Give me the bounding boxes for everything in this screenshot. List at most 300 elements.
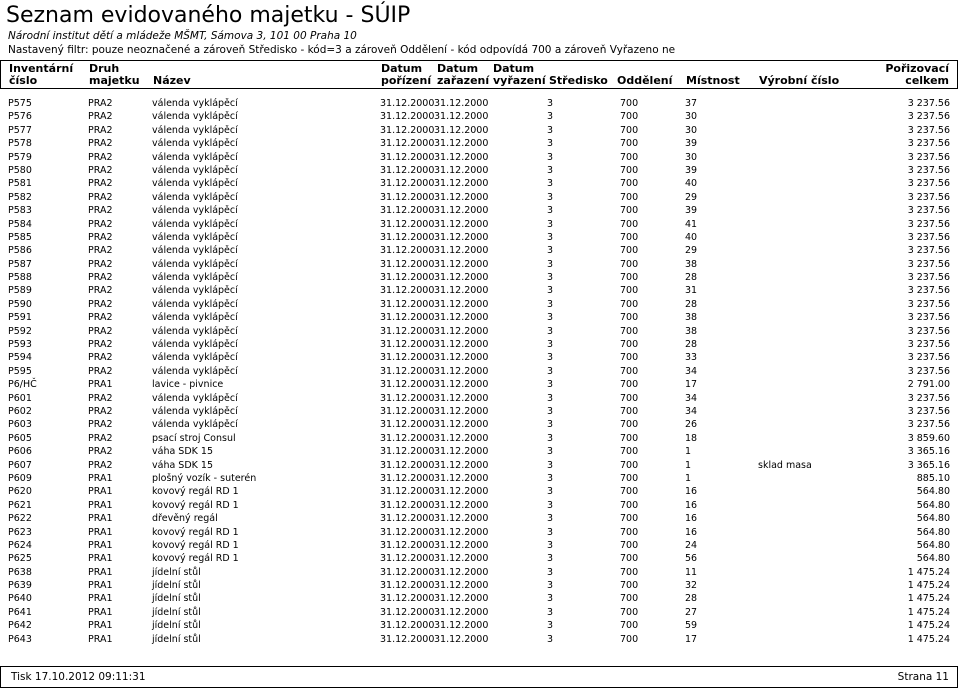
cell-inventory-number: P607 bbox=[8, 459, 32, 471]
cell-cost-center: 3 bbox=[547, 446, 554, 458]
cell-room: 30 bbox=[685, 111, 698, 123]
cell-date-acquired: 31.12.2000 bbox=[380, 231, 435, 243]
table-row bbox=[0, 244, 960, 257]
cell-department: 700 bbox=[620, 419, 639, 431]
cell-department: 700 bbox=[620, 164, 639, 176]
cell-total-cost: 3 237.56 bbox=[907, 352, 950, 364]
table-row bbox=[0, 579, 960, 592]
cell-department: 700 bbox=[620, 285, 639, 297]
cell-room: 38 bbox=[685, 258, 698, 270]
table-row bbox=[0, 164, 960, 177]
cell-cost-center: 3 bbox=[547, 472, 554, 484]
cell-total-cost: 3 237.56 bbox=[907, 205, 950, 217]
cell-total-cost: 564.80 bbox=[916, 539, 950, 551]
cell-date-acquired: 31.12.2000 bbox=[380, 392, 435, 404]
table-row bbox=[0, 619, 960, 632]
cell-date-classified: 31.12.2000 bbox=[434, 580, 489, 592]
cell-room: 39 bbox=[685, 164, 698, 176]
cell-room: 1 bbox=[685, 446, 692, 458]
cell-department: 700 bbox=[620, 580, 639, 592]
table-row bbox=[0, 566, 960, 579]
cell-serial-number: sklad masa bbox=[758, 459, 812, 471]
cell-department: 700 bbox=[620, 272, 639, 284]
cell-inventory-number: P640 bbox=[8, 593, 32, 605]
cell-asset-type: PRA2 bbox=[88, 459, 113, 471]
cell-asset-type: PRA2 bbox=[88, 151, 113, 163]
cell-inventory-number: P591 bbox=[8, 312, 32, 324]
cell-department: 700 bbox=[620, 593, 639, 605]
cell-name: válenda vyklápěcí bbox=[152, 298, 238, 310]
cell-total-cost: 3 237.56 bbox=[907, 405, 950, 417]
cell-inventory-number: P593 bbox=[8, 339, 32, 351]
cell-total-cost: 3 237.56 bbox=[907, 191, 950, 203]
cell-date-acquired: 31.12.2000 bbox=[380, 178, 435, 190]
table-row bbox=[0, 499, 960, 512]
cell-cost-center: 3 bbox=[547, 539, 554, 551]
table-row bbox=[0, 606, 960, 619]
cell-cost-center: 3 bbox=[547, 191, 554, 203]
cell-room: 26 bbox=[685, 419, 698, 431]
cell-date-classified: 31.12.2000 bbox=[434, 352, 489, 364]
cell-date-classified: 31.12.2000 bbox=[434, 633, 489, 645]
cell-name: válenda vyklápěcí bbox=[152, 231, 238, 243]
cell-date-acquired: 31.12.2000 bbox=[380, 205, 435, 217]
cell-total-cost: 3 237.56 bbox=[907, 124, 950, 136]
cell-inventory-number: P595 bbox=[8, 365, 32, 377]
cell-room: 16 bbox=[685, 486, 698, 498]
cell-date-acquired: 31.12.2000 bbox=[380, 432, 435, 444]
cell-name: jídelní stůl bbox=[152, 580, 201, 592]
cell-asset-type: PRA2 bbox=[88, 352, 113, 364]
cell-date-acquired: 31.12.2000 bbox=[380, 164, 435, 176]
cell-asset-type: PRA2 bbox=[88, 98, 113, 109]
table-row bbox=[0, 258, 960, 271]
cell-date-acquired: 31.12.2000 bbox=[380, 218, 435, 230]
cell-department: 700 bbox=[620, 98, 639, 109]
institution-subtitle: Národní institut dětí a mládeže MŠMT, Sámova 3, 101 00 Praha 10 bbox=[8, 30, 357, 42]
table-row bbox=[0, 378, 960, 391]
cell-total-cost: 564.80 bbox=[916, 553, 950, 565]
cell-date-acquired: 31.12.2000 bbox=[380, 272, 435, 284]
cell-department: 700 bbox=[620, 606, 639, 618]
cell-name: válenda vyklápěcí bbox=[152, 325, 238, 337]
cell-cost-center: 3 bbox=[547, 325, 554, 337]
cell-cost-center: 3 bbox=[547, 379, 554, 391]
cell-department: 700 bbox=[620, 566, 639, 578]
cell-room: 39 bbox=[685, 205, 698, 217]
cell-total-cost: 3 237.56 bbox=[907, 339, 950, 351]
cell-total-cost: 3 365.16 bbox=[907, 459, 950, 471]
cell-department: 700 bbox=[620, 405, 639, 417]
cell-inventory-number: P594 bbox=[8, 352, 32, 364]
cell-name: válenda vyklápěcí bbox=[152, 405, 238, 417]
cell-room: 30 bbox=[685, 151, 698, 163]
cell-inventory-number: P587 bbox=[8, 258, 32, 270]
cell-room: 40 bbox=[685, 231, 698, 243]
cell-total-cost: 885.10 bbox=[916, 472, 950, 484]
cell-room: 30 bbox=[685, 124, 698, 136]
cell-asset-type: PRA2 bbox=[88, 191, 113, 203]
cell-total-cost: 3 237.56 bbox=[907, 151, 950, 163]
cell-date-classified: 31.12.2000 bbox=[434, 218, 489, 230]
cell-room: 17 bbox=[685, 633, 698, 645]
cell-inventory-number: P582 bbox=[8, 191, 32, 203]
cell-total-cost: 3 237.56 bbox=[907, 111, 950, 123]
cell-cost-center: 3 bbox=[547, 513, 554, 525]
cell-cost-center: 3 bbox=[547, 392, 554, 404]
cell-asset-type: PRA2 bbox=[88, 405, 113, 417]
page-title: Seznam evidovaného majetku - SÚIP bbox=[6, 3, 411, 28]
cell-asset-type: PRA1 bbox=[88, 580, 113, 592]
cell-date-classified: 31.12.2000 bbox=[434, 124, 489, 136]
cell-asset-type: PRA1 bbox=[88, 633, 113, 645]
cell-room: 28 bbox=[685, 298, 698, 310]
cell-inventory-number: P605 bbox=[8, 432, 32, 444]
cell-department: 700 bbox=[620, 205, 639, 217]
table-header bbox=[0, 60, 958, 89]
cell-total-cost: 3 365.16 bbox=[907, 446, 950, 458]
cell-asset-type: PRA1 bbox=[88, 379, 113, 391]
table-row bbox=[0, 365, 960, 378]
cell-asset-type: PRA2 bbox=[88, 419, 113, 431]
cell-name: válenda vyklápěcí bbox=[152, 245, 238, 257]
cell-inventory-number: P639 bbox=[8, 580, 32, 592]
cell-room: 34 bbox=[685, 365, 698, 377]
cell-asset-type: PRA1 bbox=[88, 499, 113, 511]
cell-cost-center: 3 bbox=[547, 111, 554, 123]
cell-room: 38 bbox=[685, 325, 698, 337]
cell-date-classified: 31.12.2000 bbox=[434, 419, 489, 431]
cell-asset-type: PRA2 bbox=[88, 432, 113, 444]
header-inventory-number: Inventární číslo bbox=[9, 62, 74, 87]
cell-date-classified: 31.12.2000 bbox=[434, 178, 489, 190]
cell-name: válenda vyklápěcí bbox=[152, 392, 238, 404]
cell-department: 700 bbox=[620, 513, 639, 525]
print-timestamp: Tisk 17.10.2012 09:11:31 bbox=[11, 671, 146, 683]
cell-cost-center: 3 bbox=[547, 231, 554, 243]
cell-name: válenda vyklápěcí bbox=[152, 138, 238, 150]
table-row bbox=[0, 539, 960, 552]
cell-date-classified: 31.12.2000 bbox=[434, 499, 489, 511]
cell-name: válenda vyklápěcí bbox=[152, 419, 238, 431]
cell-total-cost: 1 475.24 bbox=[907, 580, 950, 592]
cell-cost-center: 3 bbox=[547, 339, 554, 351]
cell-total-cost: 1 475.24 bbox=[907, 633, 950, 645]
cell-date-classified: 31.12.2000 bbox=[434, 365, 489, 377]
cell-date-acquired: 31.12.2000 bbox=[380, 606, 435, 618]
cell-department: 700 bbox=[620, 245, 639, 257]
cell-asset-type: PRA1 bbox=[88, 526, 113, 538]
table-row bbox=[0, 351, 960, 364]
cell-total-cost: 3 859.60 bbox=[907, 432, 950, 444]
cell-name: válenda vyklápěcí bbox=[152, 352, 238, 364]
cell-cost-center: 3 bbox=[547, 205, 554, 217]
cell-asset-type: PRA2 bbox=[88, 231, 113, 243]
cell-date-classified: 31.12.2000 bbox=[434, 459, 489, 471]
header-name: Název bbox=[153, 74, 191, 87]
table-row bbox=[0, 311, 960, 324]
cell-inventory-number: P6/HČ bbox=[8, 379, 37, 391]
table-row bbox=[0, 526, 960, 539]
header-room: Místnost bbox=[686, 74, 740, 87]
header-date-classified: Datum zařazení bbox=[437, 62, 490, 87]
cell-date-classified: 31.12.2000 bbox=[434, 379, 489, 391]
cell-total-cost: 564.80 bbox=[916, 526, 950, 538]
cell-date-acquired: 31.12.2000 bbox=[380, 312, 435, 324]
cell-inventory-number: P603 bbox=[8, 419, 32, 431]
cell-total-cost: 3 237.56 bbox=[907, 218, 950, 230]
cell-cost-center: 3 bbox=[547, 606, 554, 618]
cell-name: plošný vozík - suterén bbox=[152, 472, 257, 484]
cell-inventory-number: P625 bbox=[8, 553, 32, 565]
cell-total-cost: 3 237.56 bbox=[907, 392, 950, 404]
cell-inventory-number: P575 bbox=[8, 98, 32, 109]
cell-total-cost: 3 237.56 bbox=[907, 325, 950, 337]
cell-department: 700 bbox=[620, 339, 639, 351]
cell-total-cost: 1 475.24 bbox=[907, 566, 950, 578]
cell-room: 11 bbox=[685, 566, 698, 578]
table-row bbox=[0, 418, 960, 431]
cell-inventory-number: P602 bbox=[8, 405, 32, 417]
cell-inventory-number: P606 bbox=[8, 446, 32, 458]
cell-date-acquired: 31.12.2000 bbox=[380, 245, 435, 257]
cell-cost-center: 3 bbox=[547, 486, 554, 498]
cell-date-classified: 31.12.2000 bbox=[434, 593, 489, 605]
cell-name: válenda vyklápěcí bbox=[152, 178, 238, 190]
cell-date-acquired: 31.12.2000 bbox=[380, 124, 435, 136]
cell-cost-center: 3 bbox=[547, 419, 554, 431]
cell-asset-type: PRA2 bbox=[88, 365, 113, 377]
cell-department: 700 bbox=[620, 191, 639, 203]
table-row bbox=[0, 633, 960, 646]
cell-department: 700 bbox=[620, 392, 639, 404]
cell-date-classified: 31.12.2000 bbox=[434, 553, 489, 565]
cell-asset-type: PRA2 bbox=[88, 205, 113, 217]
cell-name: válenda vyklápěcí bbox=[152, 312, 238, 324]
cell-date-classified: 31.12.2000 bbox=[434, 298, 489, 310]
cell-inventory-number: P642 bbox=[8, 620, 32, 632]
table-row bbox=[0, 459, 960, 472]
cell-date-acquired: 31.12.2000 bbox=[380, 486, 435, 498]
cell-date-classified: 31.12.2000 bbox=[434, 325, 489, 337]
cell-room: 34 bbox=[685, 392, 698, 404]
cell-room: 39 bbox=[685, 138, 698, 150]
cell-date-acquired: 31.12.2000 bbox=[380, 405, 435, 417]
cell-date-classified: 31.12.2000 bbox=[434, 620, 489, 632]
cell-date-classified: 31.12.2000 bbox=[434, 138, 489, 150]
cell-date-classified: 31.12.2000 bbox=[434, 312, 489, 324]
cell-date-acquired: 31.12.2000 bbox=[380, 446, 435, 458]
cell-date-acquired: 31.12.2000 bbox=[380, 339, 435, 351]
cell-date-acquired: 31.12.2000 bbox=[380, 553, 435, 565]
cell-asset-type: PRA1 bbox=[88, 513, 113, 525]
cell-name: válenda vyklápěcí bbox=[152, 164, 238, 176]
cell-room: 31 bbox=[685, 285, 698, 297]
cell-total-cost: 564.80 bbox=[916, 513, 950, 525]
page-footer bbox=[0, 666, 958, 688]
cell-department: 700 bbox=[620, 633, 639, 645]
table-row bbox=[0, 472, 960, 485]
cell-total-cost: 3 237.56 bbox=[907, 285, 950, 297]
header-total-cost: Pořizovací celkem bbox=[885, 62, 949, 87]
cell-name: váha SDK 15 bbox=[152, 446, 213, 458]
cell-cost-center: 3 bbox=[547, 298, 554, 310]
table-row bbox=[0, 284, 960, 297]
cell-cost-center: 3 bbox=[547, 138, 554, 150]
table-row bbox=[0, 512, 960, 525]
cell-inventory-number: P588 bbox=[8, 272, 32, 284]
cell-inventory-number: P584 bbox=[8, 218, 32, 230]
cell-room: 24 bbox=[685, 539, 698, 551]
cell-inventory-number: P622 bbox=[8, 513, 32, 525]
table-row bbox=[0, 191, 960, 204]
table-row bbox=[0, 392, 960, 405]
cell-department: 700 bbox=[620, 124, 639, 136]
header-department: Oddělení bbox=[617, 74, 673, 87]
table-row bbox=[0, 325, 960, 338]
cell-room: 29 bbox=[685, 191, 698, 203]
cell-name: kovový regál RD 1 bbox=[152, 486, 239, 498]
table-row bbox=[0, 97, 960, 110]
cell-inventory-number: P579 bbox=[8, 151, 32, 163]
cell-date-classified: 31.12.2000 bbox=[434, 164, 489, 176]
cell-date-acquired: 31.12.2000 bbox=[380, 419, 435, 431]
cell-asset-type: PRA1 bbox=[88, 566, 113, 578]
cell-name: jídelní stůl bbox=[152, 566, 201, 578]
cell-asset-type: PRA1 bbox=[88, 539, 113, 551]
cell-inventory-number: P576 bbox=[8, 111, 32, 123]
cell-asset-type: PRA1 bbox=[88, 620, 113, 632]
cell-cost-center: 3 bbox=[547, 218, 554, 230]
cell-total-cost: 1 475.24 bbox=[907, 593, 950, 605]
cell-total-cost: 3 237.56 bbox=[907, 231, 950, 243]
cell-date-acquired: 31.12.2000 bbox=[380, 526, 435, 538]
cell-name: jídelní stůl bbox=[152, 633, 201, 645]
cell-date-classified: 31.12.2000 bbox=[434, 606, 489, 618]
cell-date-acquired: 31.12.2000 bbox=[380, 151, 435, 163]
cell-total-cost: 3 237.56 bbox=[907, 98, 950, 109]
cell-total-cost: 3 237.56 bbox=[907, 298, 950, 310]
header-serial-number: Výrobní číslo bbox=[759, 74, 840, 87]
cell-date-classified: 31.12.2000 bbox=[434, 392, 489, 404]
cell-room: 1 bbox=[685, 459, 692, 471]
cell-cost-center: 3 bbox=[547, 285, 554, 297]
cell-cost-center: 3 bbox=[547, 245, 554, 257]
cell-inventory-number: P589 bbox=[8, 285, 32, 297]
cell-department: 700 bbox=[620, 379, 639, 391]
cell-room: 27 bbox=[685, 606, 698, 618]
cell-room: 17 bbox=[685, 379, 698, 391]
header-cost-center: Středisko bbox=[549, 74, 608, 87]
cell-date-acquired: 31.12.2000 bbox=[380, 593, 435, 605]
cell-room: 28 bbox=[685, 593, 698, 605]
cell-total-cost: 3 237.56 bbox=[907, 245, 950, 257]
table-row bbox=[0, 177, 960, 190]
cell-cost-center: 3 bbox=[547, 151, 554, 163]
cell-date-acquired: 31.12.2000 bbox=[380, 459, 435, 471]
cell-department: 700 bbox=[620, 111, 639, 123]
cell-room: 16 bbox=[685, 499, 698, 511]
table-row bbox=[0, 231, 960, 244]
cell-room: 38 bbox=[685, 312, 698, 324]
table-row bbox=[0, 552, 960, 565]
cell-name: psací stroj Consul bbox=[152, 432, 236, 444]
cell-cost-center: 3 bbox=[547, 272, 554, 284]
cell-date-acquired: 31.12.2000 bbox=[380, 352, 435, 364]
cell-department: 700 bbox=[620, 539, 639, 551]
cell-room: 32 bbox=[685, 580, 698, 592]
cell-date-acquired: 31.12.2000 bbox=[380, 580, 435, 592]
cell-date-classified: 31.12.2000 bbox=[434, 285, 489, 297]
cell-date-acquired: 31.12.2000 bbox=[380, 325, 435, 337]
cell-date-classified: 31.12.2000 bbox=[434, 258, 489, 270]
cell-cost-center: 3 bbox=[547, 593, 554, 605]
cell-cost-center: 3 bbox=[547, 432, 554, 444]
cell-asset-type: PRA1 bbox=[88, 606, 113, 618]
cell-department: 700 bbox=[620, 298, 639, 310]
cell-department: 700 bbox=[620, 312, 639, 324]
table-row bbox=[0, 110, 960, 123]
cell-date-acquired: 31.12.2000 bbox=[380, 513, 435, 525]
cell-total-cost: 3 237.56 bbox=[907, 138, 950, 150]
cell-department: 700 bbox=[620, 459, 639, 471]
cell-asset-type: PRA1 bbox=[88, 553, 113, 565]
cell-date-classified: 31.12.2000 bbox=[434, 339, 489, 351]
cell-date-classified: 31.12.2000 bbox=[434, 205, 489, 217]
filter-description: Nastavený filtr: pouze neoznačené a zároveň Středisko - kód=3 a zároveň Oddělení - kód odpovídá 700 a zároveň Vyřazeno ne bbox=[8, 44, 676, 56]
cell-inventory-number: P580 bbox=[8, 164, 32, 176]
cell-inventory-number: P583 bbox=[8, 205, 32, 217]
cell-total-cost: 2 791.00 bbox=[907, 379, 950, 391]
cell-date-classified: 31.12.2000 bbox=[434, 405, 489, 417]
cell-date-acquired: 31.12.2000 bbox=[380, 620, 435, 632]
cell-date-classified: 31.12.2000 bbox=[434, 432, 489, 444]
cell-inventory-number: P638 bbox=[8, 566, 32, 578]
cell-asset-type: PRA1 bbox=[88, 486, 113, 498]
cell-date-classified: 31.12.2000 bbox=[434, 231, 489, 243]
cell-department: 700 bbox=[620, 553, 639, 565]
cell-cost-center: 3 bbox=[547, 98, 554, 109]
cell-asset-type: PRA2 bbox=[88, 178, 113, 190]
cell-name: kovový regál RD 1 bbox=[152, 553, 239, 565]
cell-asset-type: PRA2 bbox=[88, 392, 113, 404]
cell-asset-type: PRA1 bbox=[88, 472, 113, 484]
cell-room: 34 bbox=[685, 405, 698, 417]
cell-inventory-number: P585 bbox=[8, 231, 32, 243]
cell-name: jídelní stůl bbox=[152, 593, 201, 605]
cell-room: 28 bbox=[685, 339, 698, 351]
cell-room: 1 bbox=[685, 472, 692, 484]
cell-cost-center: 3 bbox=[547, 553, 554, 565]
cell-inventory-number: P581 bbox=[8, 178, 32, 190]
cell-name: válenda vyklápěcí bbox=[152, 98, 238, 109]
cell-department: 700 bbox=[620, 472, 639, 484]
cell-total-cost: 3 237.56 bbox=[907, 365, 950, 377]
cell-cost-center: 3 bbox=[547, 633, 554, 645]
cell-name: válenda vyklápěcí bbox=[152, 365, 238, 377]
cell-date-classified: 31.12.2000 bbox=[434, 472, 489, 484]
cell-name: válenda vyklápěcí bbox=[152, 191, 238, 203]
cell-cost-center: 3 bbox=[547, 526, 554, 538]
cell-inventory-number: P643 bbox=[8, 633, 32, 645]
table-row bbox=[0, 432, 960, 445]
cell-total-cost: 3 237.56 bbox=[907, 164, 950, 176]
cell-inventory-number: P586 bbox=[8, 245, 32, 257]
table-row bbox=[0, 298, 960, 311]
cell-name: jídelní stůl bbox=[152, 606, 201, 618]
cell-asset-type: PRA1 bbox=[88, 593, 113, 605]
cell-date-acquired: 31.12.2000 bbox=[380, 298, 435, 310]
